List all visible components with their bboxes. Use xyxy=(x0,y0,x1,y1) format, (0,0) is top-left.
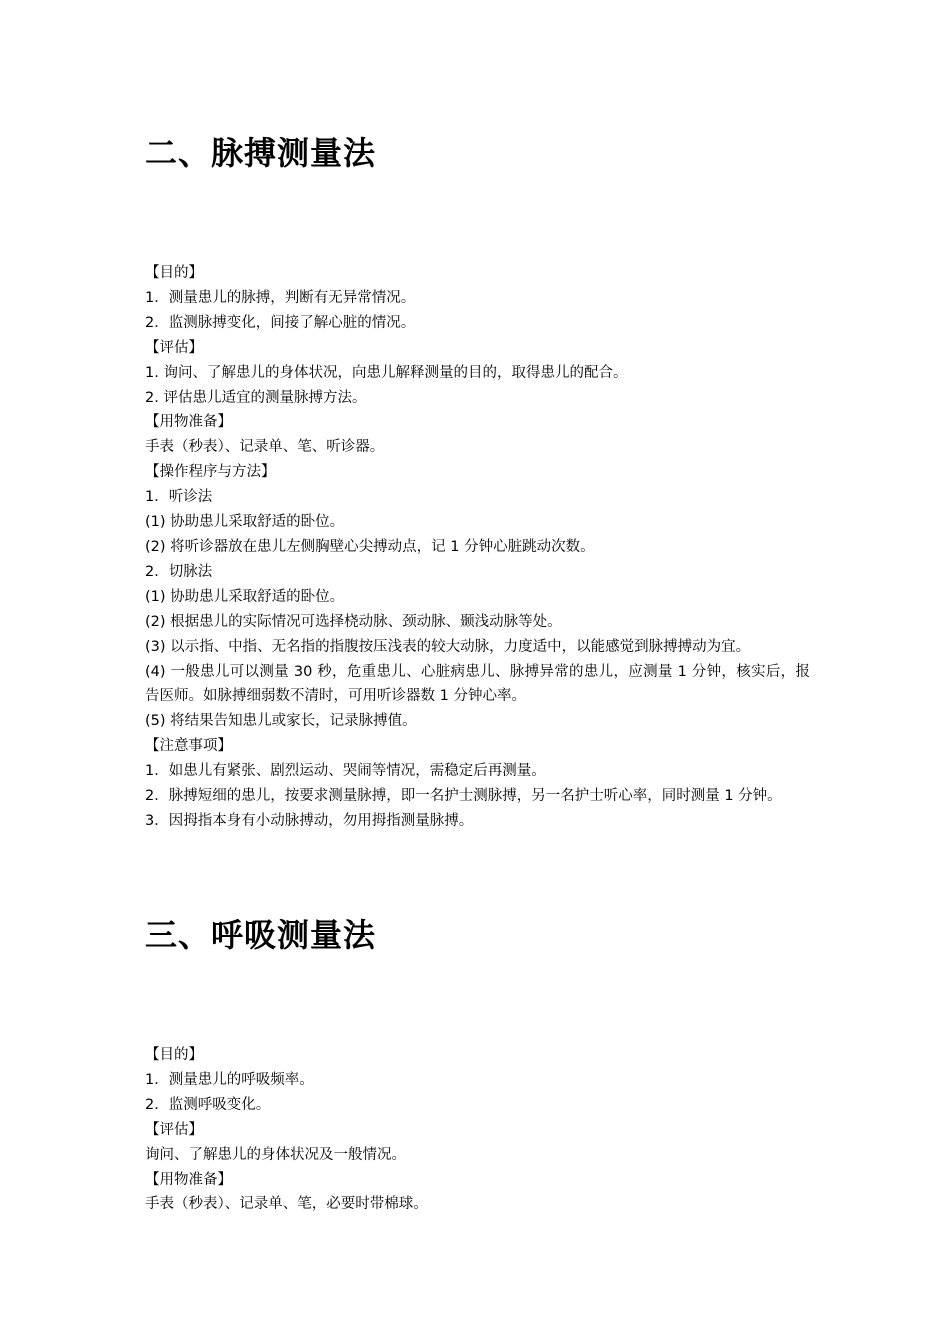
subheading-purpose: 【目的】 xyxy=(145,1047,203,1063)
list-item: (5) 将结果告知患儿或家长，记录脉搏值。 xyxy=(145,713,417,730)
subheading-supplies: 【用物准备】 xyxy=(145,414,232,431)
list-item: 2．监测脉搏变化，间接了解心脏的情况。 xyxy=(145,314,416,331)
list-item: (4) 一般患儿可以测量 30 秒，危重患儿、心脏病患儿、脉搏异常的患儿，应测量 1 分钟，核实后，报告医师。如脉搏细弱数不清时，可用听诊器数 1 分钟心率。 xyxy=(145,663,810,705)
list-item: 1．如患儿有紧张、剧烈运动、哭闹等情况，需稳定后再测量。 xyxy=(145,763,546,780)
list-item: 2．切脉法 xyxy=(145,563,213,580)
list-item: (1) 协助患儿采取舒适的卧位。 xyxy=(145,588,345,605)
section-title: 二、脉搏测量法 xyxy=(145,134,377,172)
section-respiration-measurement xyxy=(145,906,810,1217)
section-body xyxy=(145,261,810,834)
paragraph: 询问、了解患儿的身体状况及一般情况。 xyxy=(145,1146,406,1163)
list-item: 1. 询问、了解患儿的身体状况，向患儿解释测量的目的，取得患儿的配合。 xyxy=(145,364,628,381)
section-body xyxy=(145,1043,810,1217)
paragraph: 手表（秒表）、记录单、笔、听诊器。 xyxy=(145,439,385,456)
list-item: (2) 根据患儿的实际情况可选择桡动脉、颈动脉、颞浅动脉等处。 xyxy=(145,613,562,630)
list-item: (2) 将听诊器放在患儿左侧胸壁心尖搏动点，记 1 分钟心脏跳动次数。 xyxy=(145,538,595,555)
subheading-precautions: 【注意事项】 xyxy=(145,738,232,755)
list-item: (1) 协助患儿采取舒适的卧位。 xyxy=(145,514,345,531)
paragraph: 手表（秒表）、记录单、笔，必要时带棉球。 xyxy=(145,1196,428,1213)
list-item: 1．听诊法 xyxy=(145,489,213,506)
list-item: 2．脉搏短细的患儿，按要求测量脉搏，即一名护士测脉搏，另一名护士听心率，同时测量 1 分钟。 xyxy=(145,788,782,805)
subheading-assessment: 【评估】 xyxy=(145,339,203,356)
subheading-assessment: 【评估】 xyxy=(145,1121,203,1138)
list-item: 1．测量患儿的呼吸频率。 xyxy=(145,1071,314,1088)
section-title: 三、呼吸测量法 xyxy=(145,916,377,954)
subheading-purpose: 【目的】 xyxy=(145,265,203,281)
list-item: 2. 评估患儿适宜的测量脉搏方法。 xyxy=(145,389,367,406)
subheading-procedure: 【操作程序与方法】 xyxy=(145,464,276,481)
section-pulse-measurement xyxy=(145,124,810,834)
list-item: 1．测量患儿的脉搏，判断有无异常情况。 xyxy=(145,289,416,306)
list-item: (3) 以示指、中指、无名指的指腹按压浅表的较大动脉，力度适中，以能感觉到脉搏搏动为宜。 xyxy=(145,638,751,655)
list-item: 3．因拇指本身有小动脉搏动，勿用拇指测量脉搏。 xyxy=(145,812,474,829)
subheading-supplies: 【用物准备】 xyxy=(145,1171,232,1188)
list-item: 2．监测呼吸变化。 xyxy=(145,1096,271,1113)
